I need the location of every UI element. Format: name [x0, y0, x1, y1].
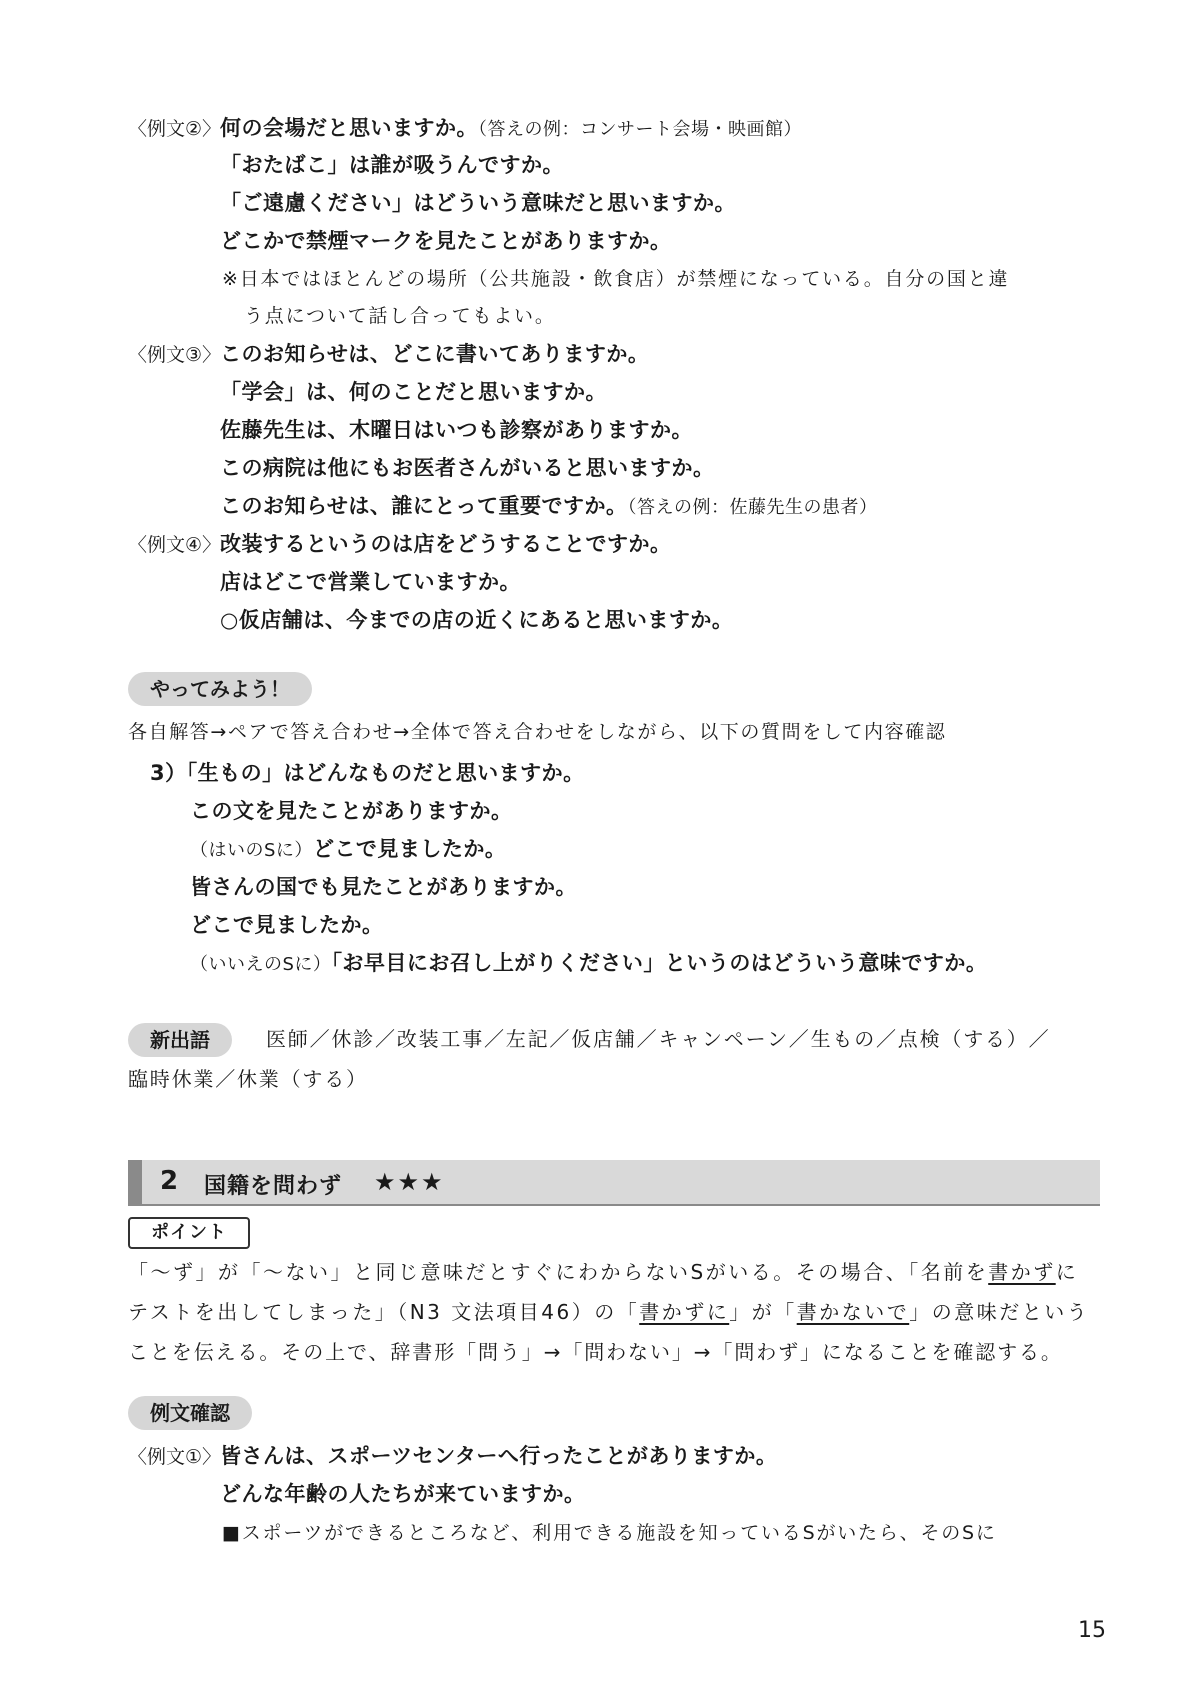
example-3-line-2: 「学会」は、何のことだと思いますか。	[220, 380, 607, 404]
underlined-text: 書かず	[988, 1260, 1056, 1284]
text-segment: テストを出してしまった」（N3 文法項目46）の「	[128, 1300, 640, 1324]
point-line-2	[128, 1300, 1089, 1324]
example-4-line-1: 改装するというのは店をどうすることですか。	[220, 532, 672, 556]
example-4-line-2: 店はどこで営業していますか。	[220, 570, 521, 594]
example-3-line-3: 佐藤先生は、木曜日はいつも診察がありますか。	[220, 418, 693, 442]
question-3-line-2: この文を見たことがありますか。	[190, 799, 513, 823]
example-2-note-2: う点について話し合ってもよい。	[244, 305, 556, 327]
section-header	[128, 1160, 1100, 1206]
text-segment: 「～ず」が「～ない」と同じ意味だとすぐにわからないSがいる。その場合、「名前を	[128, 1260, 989, 1284]
example-3-line-1: このお知らせは、どこに書いてありますか。	[220, 342, 650, 366]
point-line-3: ことを伝える。その上で、辞書形「問う」→「問わない」→「問わず」になることを確認する。	[128, 1340, 1063, 1364]
example-2-question: 何の会場だと思いますか。	[220, 116, 478, 140]
difficulty-stars: ★★★	[374, 1168, 445, 1196]
section-number: 2	[160, 1166, 179, 1196]
point-label: ポイント	[128, 1217, 250, 1249]
example-3-line-4: この病院は他にもお医者さんがいると思いますか。	[220, 456, 715, 480]
example-check-heading: 例文確認	[128, 1396, 252, 1430]
example-label-3: 〈例文③〉	[128, 344, 222, 366]
question-text: どこで見ましたか。	[312, 837, 507, 861]
vocabulary-line-1: 医師／休診／改装工事／左記／仮店舗／キャンペーン／生もの／点検（する）／	[266, 1027, 1051, 1051]
example-1-line-2: どんな年齢の人たちが来ていますか。	[220, 1482, 586, 1506]
underlined-text: 書かないで	[796, 1300, 910, 1324]
question-3-line-6	[190, 951, 987, 976]
point-line-1	[128, 1260, 1078, 1284]
try-it-heading: やってみよう！	[128, 672, 312, 706]
example-2-line-4: どこかで禁煙マークを見たことがありますか。	[220, 229, 672, 253]
underlined-text: 書かずに	[639, 1300, 730, 1324]
example-2-line-1	[220, 116, 802, 141]
question-3-line-1	[150, 761, 585, 786]
example-4-line-3: ○仮店舗は、今までの店の近くにあると思いますか。	[220, 608, 734, 632]
example-label-4: 〈例文④〉	[128, 534, 222, 556]
question-3-line-5: どこで見ましたか。	[190, 913, 384, 937]
try-it-instruction: 各自解答→ペアで答え合わせ→全体で答え合わせをしながら、以下の質問をして内容確認	[128, 721, 947, 743]
question-number: 3）	[150, 761, 187, 785]
condition-note: （はいのSに）	[190, 840, 313, 861]
text-segment: 」の意味だという	[909, 1300, 1090, 1324]
example-1-line-1: 皆さんは、スポーツセンターへ行ったことがありますか。	[220, 1444, 778, 1468]
answer-note: （答えの例：コンサート会場・映画館）	[478, 119, 802, 140]
question-text: 「お早目にお召し上がりください」というのはどういう意味ですか。	[331, 951, 988, 975]
question-3-line-3	[190, 837, 506, 862]
text-segment: に	[1055, 1260, 1079, 1284]
example-label-1: 〈例文①〉	[128, 1446, 222, 1468]
answer-note: （答えの例：佐藤先生の患者）	[627, 497, 878, 518]
new-vocabulary-heading: 新出語	[128, 1023, 232, 1057]
section-title: 国籍を問わず	[204, 1174, 343, 1199]
example-1-note: ■スポーツができるところなど、利用できる施設を知っているSがいたら、そのSに	[222, 1522, 997, 1544]
example-2-note-1: ※日本ではほとんどの場所（公共施設・飲食店）が禁煙になっている。自分の国と違	[222, 268, 1010, 290]
page-number: 15	[1078, 1618, 1106, 1643]
example-3-line-5	[220, 494, 877, 519]
example-2-line-3: 「ご遠慮ください」はどういう意味だと思いますか。	[220, 191, 736, 215]
question-text: 「生もの」はどんなものだと思いますか。	[186, 761, 585, 785]
vocabulary-line-2: 臨時休業／休業（する）	[128, 1067, 368, 1091]
example-3-question: このお知らせは、誰にとって重要ですか。	[220, 494, 628, 518]
text-segment: 」が「	[729, 1300, 797, 1324]
example-label-2: 〈例文②〉	[128, 118, 222, 140]
question-3-line-4: 皆さんの国でも見たことがありますか。	[190, 875, 577, 899]
condition-note: （いいえのSに）	[190, 954, 332, 975]
section-marker	[128, 1160, 142, 1204]
example-2-line-2: 「おたばこ」は誰が吸うんですか。	[220, 153, 564, 177]
